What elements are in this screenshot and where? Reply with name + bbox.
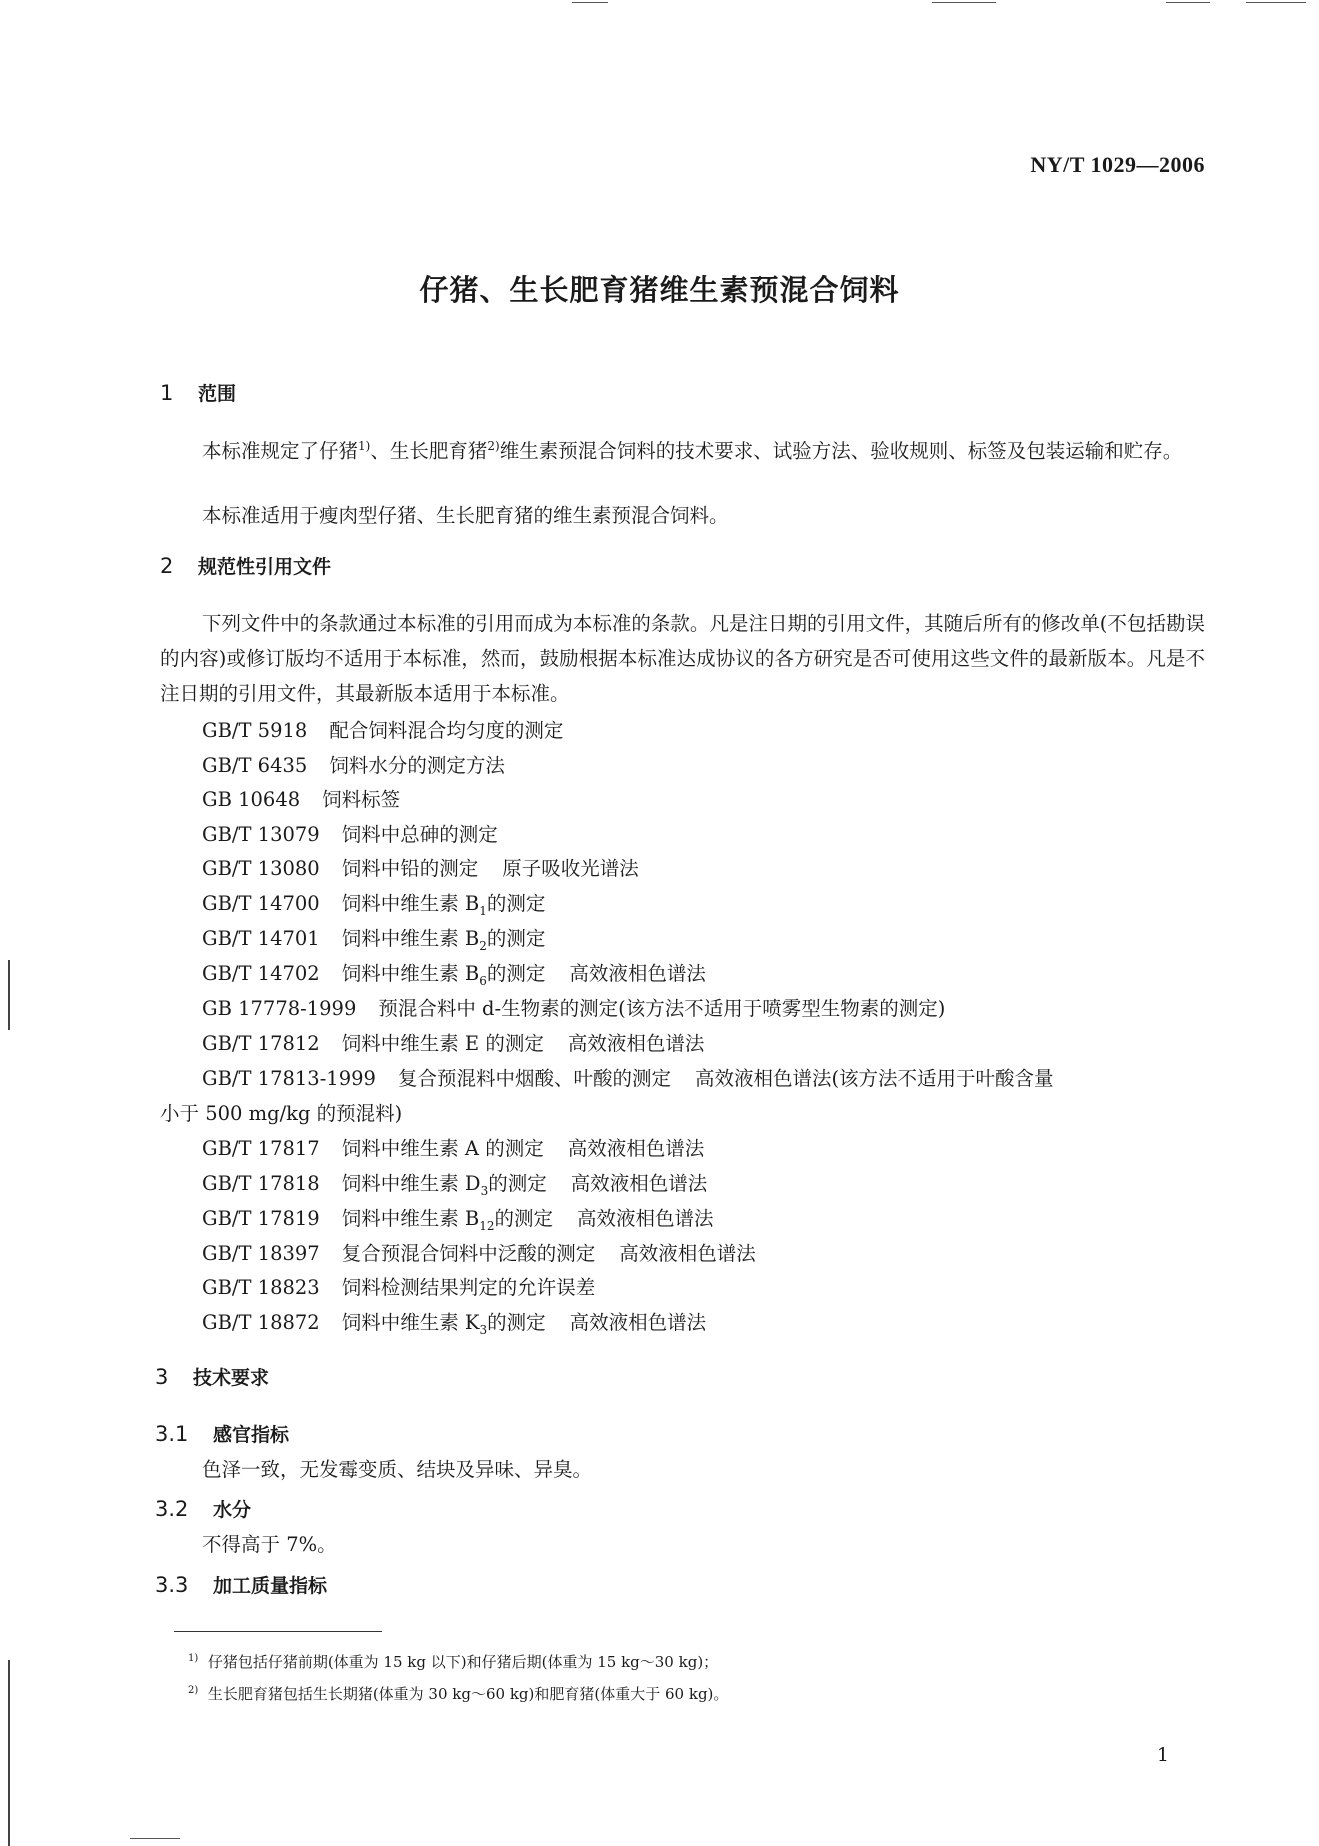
ref-subscript: 1 (479, 903, 487, 918)
section-3-1-heading (155, 1420, 289, 1447)
ref-method: 高效液相色谱法 (569, 1311, 707, 1334)
para-text: 维生素预混合饲料的技术要求、试验方法、验收规则、标签及包装运输和贮存。 (499, 439, 1183, 463)
ref-subscript: 12 (479, 1218, 495, 1233)
ref-item-3 (202, 784, 400, 812)
standard-code: NY/T 1029—2006 (1030, 152, 1205, 177)
ref-item-10 (202, 1028, 704, 1056)
ref-title: 饲料检测结果判定的允许误差 (341, 1276, 596, 1299)
section-number: 1 (160, 381, 174, 405)
ref-code: GB/T 5918 (202, 719, 308, 742)
subsection-number: 3.2 (155, 1497, 189, 1521)
ref-title: 饲料中维生素 B (341, 927, 480, 950)
ref-code: GB/T 17813-1999 (202, 1067, 376, 1090)
page-number: 1 (1156, 1744, 1169, 1766)
footnote-ref-2: 2) (487, 439, 500, 453)
ref-item-7 (202, 923, 545, 953)
ref-item-6 (202, 888, 545, 918)
footnote-text: 仔猪包括仔猪前期(体重为 15 kg 以下)和仔猪后期(体重为 15 kg～30 kg)； (207, 1653, 719, 1671)
ref-item-9 (202, 993, 945, 1021)
ref-item-5 (202, 853, 639, 881)
ref-title: 饲料中维生素 B (341, 962, 480, 985)
ref-item-16 (202, 1272, 595, 1300)
ref-method: 高效液相色谱法 (577, 1207, 714, 1230)
section-title: 规范性引用文件 (198, 556, 332, 578)
ref-item-8 (202, 958, 706, 988)
ref-code: GB 17778-1999 (202, 997, 357, 1020)
ref-title: 饲料中铅的测定 (341, 857, 479, 880)
ref-item-1 (202, 715, 563, 743)
ref-title-end: 的测定 (486, 927, 546, 950)
para-text: 本标准规定了仔猪 (202, 439, 359, 463)
para-text: 、生长肥育猪 (370, 439, 488, 463)
ref-item-11-continuation: 小于 500 mg/kg 的预混料) (160, 1102, 403, 1125)
ref-method: 高效液相色谱法 (567, 1032, 705, 1055)
ref-code: GB/T 18872 (202, 1311, 320, 1334)
ref-title-end: 的测定 (494, 1207, 554, 1230)
ref-code: GB/T 14701 (202, 927, 320, 950)
scan-artifact-top-1 (572, 2, 608, 3)
ref-title: 复合预混合饲料中泛酸的测定 (341, 1242, 596, 1265)
section-3-heading (155, 1363, 269, 1390)
section-3-2-heading (155, 1495, 251, 1522)
section-2-intro: 下列文件中的条款通过本标准的引用而成为本标准的条款。凡是注日期的引用文件，其随后所有的修改单(不包括勘误的内容)或修订版均不适用于本标准，然而，鼓励根据本标准达成协议的各方研究是否可使用这些文件的最新版本。凡是不注日期的引用文件，其最新版本适用于本标准。 (160, 612, 1205, 705)
ref-title: 复合预混料中烟酸、叶酸的测定 (397, 1067, 671, 1090)
section-1-paragraph-1 (160, 429, 1205, 469)
section-number: 3 (155, 1365, 169, 1389)
ref-title-end: 的测定 (486, 892, 546, 915)
section-1-heading (160, 379, 236, 406)
ref-title: 饲料水分的测定方法 (329, 754, 505, 777)
scan-artifact-left-1 (8, 960, 10, 1030)
ref-title: 饲料标签 (322, 788, 401, 811)
section-number: 2 (160, 554, 174, 578)
scan-artifact-top-3 (1166, 2, 1210, 3)
ref-title-end: 的测定 (486, 962, 546, 985)
section-3-3-heading (155, 1571, 327, 1598)
ref-item-14 (202, 1203, 714, 1233)
ref-code: GB/T 13080 (202, 857, 320, 880)
section-title: 范围 (198, 383, 237, 405)
ref-code: GB/T 17817 (202, 1137, 320, 1160)
ref-code: GB/T 17812 (202, 1032, 320, 1055)
footnote-divider (174, 1631, 382, 1632)
ref-title: 饲料中维生素 K (341, 1311, 480, 1334)
ref-title-end: 的测定 (488, 1172, 547, 1195)
ref-title-end: 的测定 (487, 1311, 546, 1334)
ref-code: GB/T 17819 (202, 1207, 320, 1230)
ref-code: GB/T 6435 (202, 754, 308, 777)
ref-item-17 (202, 1307, 706, 1337)
scan-artifact-left-2 (8, 1660, 10, 1846)
ref-title: 饲料中维生素 D (341, 1172, 481, 1195)
ref-code: GB/T 14702 (202, 962, 320, 985)
document-title: 仔猪、生长肥育猪维生素预混合饲料 (419, 273, 900, 307)
ref-code: GB/T 13079 (202, 823, 320, 846)
ref-title: 饲料中维生素 B (341, 892, 480, 915)
ref-code: GB 10648 (202, 788, 301, 811)
ref-item-12 (202, 1133, 704, 1161)
ref-item-4 (202, 819, 498, 847)
ref-item-11 (202, 1063, 1054, 1091)
subsection-title: 水分 (213, 1499, 252, 1521)
ref-title: 饲料中总砷的测定 (341, 823, 498, 846)
footnote-ref-1: 1) (358, 439, 371, 453)
footnote-1 (188, 1651, 718, 1672)
section-3-2-text: 不得高于 7%。 (202, 1533, 337, 1556)
subsection-title: 感官指标 (213, 1424, 290, 1446)
ref-title: 饲料中维生素 A 的测定 (341, 1137, 544, 1160)
ref-method: 高效液相色谱法 (619, 1242, 756, 1265)
ref-code: GB/T 14700 (202, 892, 320, 915)
ref-item-2 (202, 750, 505, 778)
footnote-mark: 1) (188, 1653, 199, 1664)
section-2-heading (160, 552, 331, 579)
ref-subscript: 2 (479, 938, 487, 953)
footnote-2 (188, 1683, 728, 1704)
ref-title: 预混合料中 d-生物素的测定(该方法不适用于喷雾型生物素的测定) (378, 997, 946, 1020)
ref-method: 高效液相色谱法 (570, 1172, 708, 1195)
footnote-text: 生长肥育猪包括生长期猪(体重为 30 kg～60 kg)和肥育猪(体重大于 60 kg)。 (207, 1685, 729, 1703)
ref-code: GB/T 18397 (202, 1242, 320, 1265)
subsection-title: 加工质量指标 (213, 1575, 328, 1597)
footnote-mark: 2) (188, 1685, 199, 1696)
ref-item-13 (202, 1168, 707, 1198)
ref-method: 高效液相色谱法 (569, 962, 706, 985)
ref-item-15 (202, 1238, 756, 1266)
scan-artifact-bottom-1 (130, 1838, 180, 1839)
scan-artifact-top-2 (932, 2, 996, 3)
ref-subscript: 3 (479, 1322, 488, 1337)
ref-title: 饲料中维生素 E 的测定 (341, 1032, 544, 1055)
section-3-1-text: 色泽一致，无发霉变质、结块及异味、异臭。 (202, 1458, 593, 1481)
ref-subscript: 6 (479, 973, 487, 988)
scan-artifact-top-4 (1246, 2, 1306, 3)
ref-code: GB/T 17818 (202, 1172, 320, 1195)
ref-title: 配合饲料混合均匀度的测定 (329, 719, 564, 742)
ref-code: GB/T 18823 (202, 1276, 320, 1299)
ref-method: 高效液相色谱法 (567, 1137, 705, 1160)
section-1-paragraph-2: 本标准适用于瘦肉型仔猪、生长肥育猪的维生素预混合饲料。 (202, 504, 729, 527)
ref-method: 原子吸收光谱法 (502, 857, 639, 880)
ref-method: 高效液相色谱法(该方法不适用于叶酸含量 (694, 1067, 1054, 1090)
ref-subscript: 3 (480, 1183, 489, 1198)
ref-title: 饲料中维生素 B (341, 1207, 480, 1230)
subsection-number: 3.3 (155, 1573, 189, 1597)
section-title: 技术要求 (193, 1367, 270, 1389)
subsection-number: 3.1 (155, 1422, 189, 1446)
